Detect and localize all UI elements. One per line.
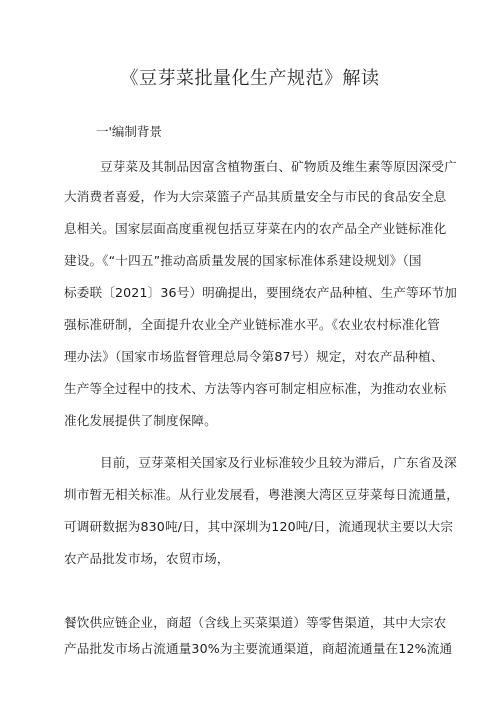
body-line: 准化发展提供了制度保障。 (64, 413, 217, 428)
body-line: 产品批发市场占流通量30%为主要流通渠道，商超流通量在12%流通 (64, 641, 453, 656)
body-line: 生产等全过程中的技术、方法等内容可制定相应标准，为推动农业标 (64, 381, 447, 396)
body-line: 大消费者喜爱，作为大宗菜篮子产品其质量安全与市民的食品安全息 (64, 189, 447, 204)
body-line: 理办法》（国家市场监督管理总局令第87号）规定，对农产品种植、 (64, 349, 444, 364)
body-line: 标委联〔2021〕36号）明确提出，要围绕农产品种植、生产等环节加 (64, 285, 458, 300)
body-line: 豆芽菜及其制品因富含植物蛋白、矿物质及维生素等原因深受广 (100, 159, 457, 174)
body-line: 息相关。国家层面高度重视包括豆芽菜在内的农产品全产业链标准化 (64, 221, 447, 236)
body-line: 目前，豆芽菜相关国家及行业标准较少且较为滞后，广东省及深 (100, 455, 457, 470)
body-line: 建设。《“十四五”推动高质量发展的国家标准体系建设规划》（国 (64, 253, 422, 268)
body-line: 农产品批发市场，农贸市场， (64, 551, 230, 566)
body-line: 餐饮供应链企业，商超（含线上买菜渠道）等零售渠道，其中大宗农 (64, 615, 447, 630)
body-line: 圳市暂无相关标准。从行业发展看，粤港澳大湾区豆芽菜每日流通量， (64, 487, 460, 502)
section-heading: 一'编制背景 (96, 124, 162, 139)
document-title: 《豆芽菜批量化生产规范》解读 (120, 68, 380, 89)
body-line: 可调研数据为830吨/日，其中深圳为120吨/日，流通现状主要以大宗 (64, 519, 454, 534)
body-line: 强标准研制，全面提升农业全产业链标准水平。《农业农村标准化管 (64, 317, 441, 332)
